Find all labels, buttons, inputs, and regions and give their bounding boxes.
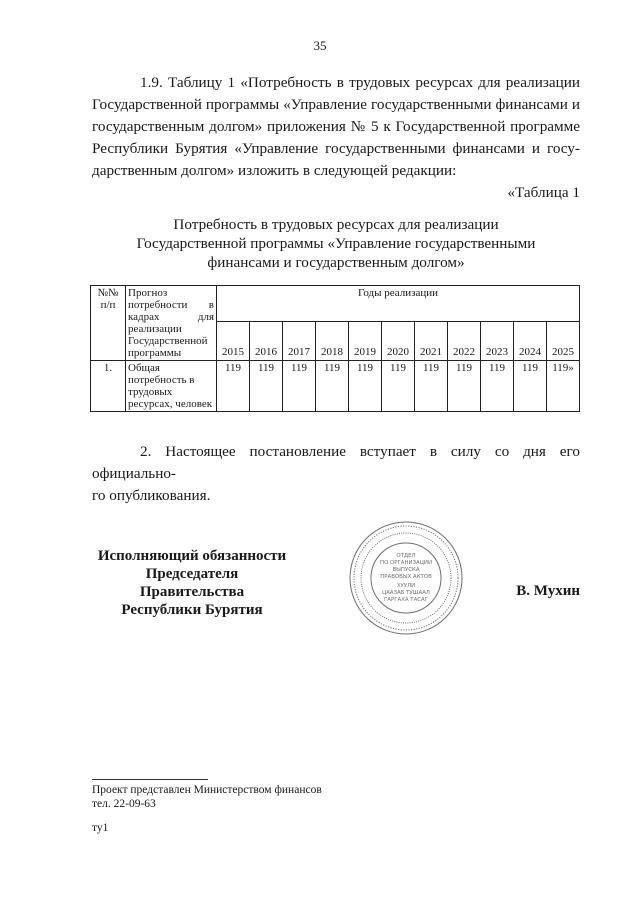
seal-line: ГАРГАХА ТАСАГ	[383, 597, 429, 603]
year-cell: 2018	[316, 322, 349, 361]
year-cell: 2021	[415, 322, 448, 361]
value-cell: 119	[415, 361, 448, 412]
header-years: Годы реализации	[217, 286, 580, 322]
paragraph-effective	[92, 441, 580, 507]
footnote-line: тел. 22-09-63	[92, 798, 156, 810]
header-forecast: Прогноз потребности в кадрах для реализации Государственной программы	[126, 286, 217, 361]
paragraph-line: 2. Настоящее постановление вступает в силу со дня его официально-	[92, 443, 580, 482]
value-cell: 119	[250, 361, 283, 412]
seal-line: ПРАВОВЫХ АКТОВ	[380, 574, 432, 580]
table-title-line: Потребность в трудовых ресурсах для реализации	[173, 216, 499, 233]
value-cell: 119»	[547, 361, 580, 412]
seal-line: ПО ОРГАНИЗАЦИИ	[380, 560, 432, 566]
header-num: №№ п/п	[91, 286, 126, 361]
year-cell: 2020	[382, 322, 415, 361]
paragraph-line: Республики Бурятия «Управление государственными финансами и госу-	[92, 140, 580, 157]
value-cell: 119	[448, 361, 481, 412]
table-header-row	[91, 286, 580, 322]
paragraph-line: го опубликования.	[92, 487, 211, 504]
row-name: Общая потребность в трудовых ресурсах, человек	[126, 361, 217, 412]
signer-position	[92, 547, 292, 619]
seal-line: ВЫПУСКА	[392, 567, 420, 573]
document-code: ту1	[92, 822, 109, 834]
value-cell: 119	[217, 361, 250, 412]
page-number: 35	[313, 38, 327, 53]
seal-line: ЦААЗАБ ТУШААЛ	[382, 590, 430, 596]
footnote	[92, 783, 322, 811]
row-num: 1.	[91, 361, 126, 412]
year-cell: 2016	[250, 322, 283, 361]
value-cell: 119	[349, 361, 382, 412]
signer-name: В. Мухин	[516, 583, 580, 599]
year-cell: 2019	[349, 322, 382, 361]
labor-resources-table	[90, 285, 580, 412]
official-seal	[348, 520, 464, 636]
table-title-line: финансами и государственным долгом»	[207, 254, 465, 271]
paragraph-line: дарственным долгом» изложить в следующей редакции:	[92, 162, 457, 179]
table-title	[92, 215, 580, 272]
paragraph-line: государственным долгом» приложения № 5 к Государственной программе	[92, 118, 580, 135]
paragraph-line: Государственной программы «Управление государственными финансами и	[92, 96, 580, 113]
year-cell: 2022	[448, 322, 481, 361]
value-cell: 119	[316, 361, 349, 412]
value-cell: 119	[514, 361, 547, 412]
value-cell: 119	[382, 361, 415, 412]
year-cell: 2023	[481, 322, 514, 361]
footnote-divider	[92, 779, 208, 780]
year-cell: 2015	[217, 322, 250, 361]
signer-position-line: Республики Бурятия	[121, 602, 263, 618]
signer-position-line: Исполняющий обязанности	[97, 548, 287, 564]
table-row	[91, 361, 580, 412]
year-cell: 2025	[547, 322, 580, 361]
table-title-line: Государственной программы «Управление государственными	[136, 235, 536, 252]
value-cell: 119	[283, 361, 316, 412]
footnote-line: Проект представлен Министерством финансов	[92, 784, 322, 796]
table-label: «Таблица 1	[507, 184, 580, 201]
seal-line: ХУУЛИ	[396, 583, 416, 589]
value-cell: 119	[481, 361, 514, 412]
paragraph-line: 1.9. Таблицу 1 «Потребность в трудовых ресурсах для реализации	[140, 74, 580, 91]
year-cell: 2017	[283, 322, 316, 361]
year-cell: 2024	[514, 322, 547, 361]
signer-position-line: Председателя Правительства	[139, 566, 245, 600]
seal-line: ОТДЕЛ	[396, 553, 416, 559]
paragraph-amendment	[92, 72, 580, 182]
